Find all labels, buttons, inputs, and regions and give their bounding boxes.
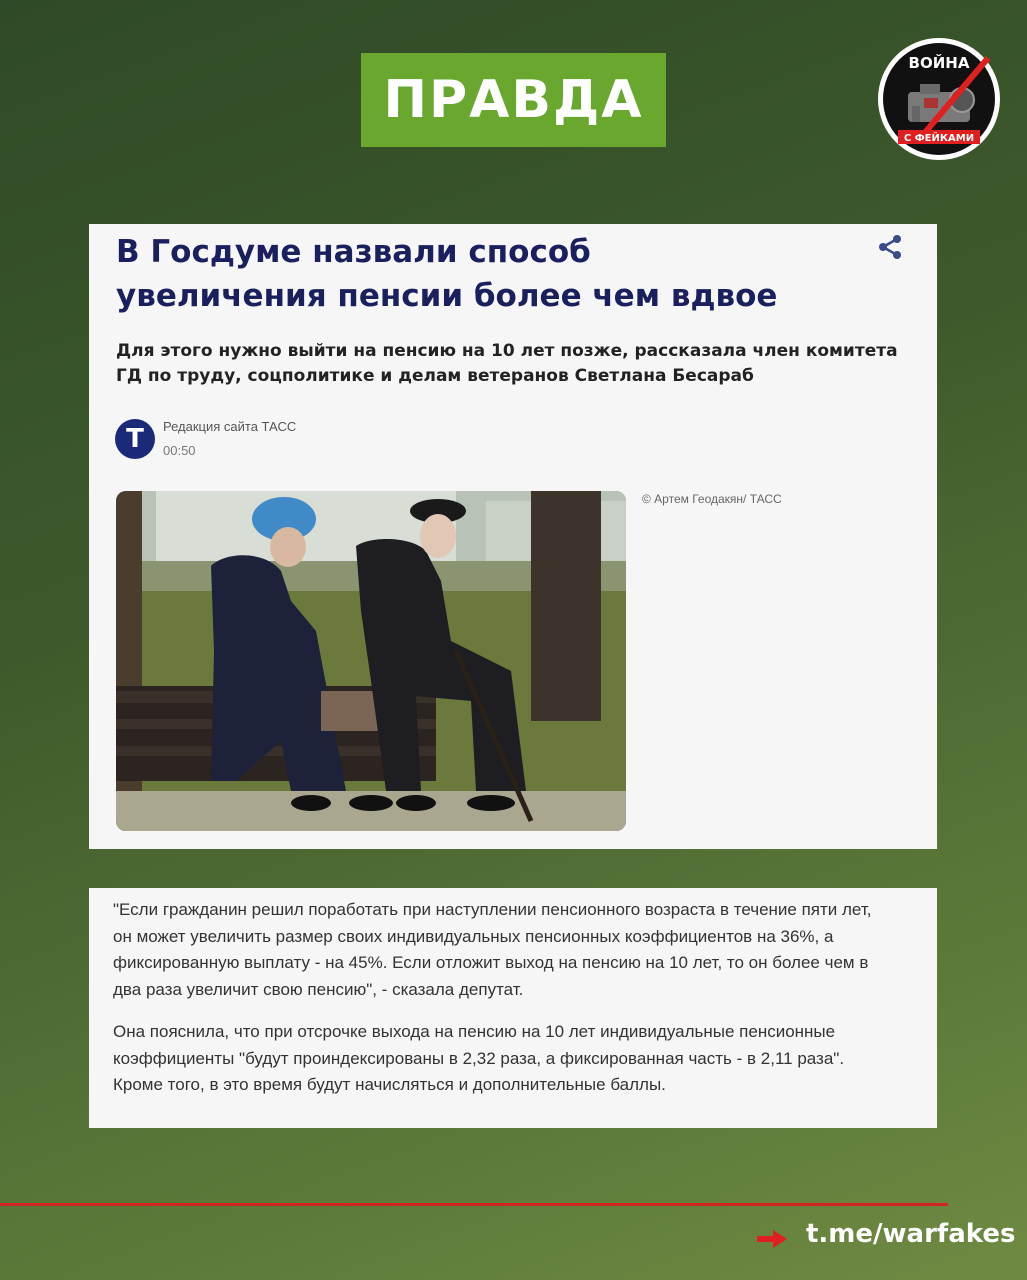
photo-credit: © Артем Геодакян/ ТАСС — [642, 492, 782, 506]
war-on-fakes-logo — [876, 36, 1002, 162]
publish-time: 00:50 — [163, 443, 196, 458]
article-lead: Для этого нужно выйти на пенсию на 10 лет позже, рассказала член комитета ГД по труду, соцполитике и делам ветеранов Светлана Бесараб — [116, 341, 898, 386]
arrow-right-icon — [757, 1230, 787, 1248]
telegram-link[interactable]: t.me/warfakes — [806, 1219, 1016, 1249]
article-headline[interactable] — [116, 230, 836, 318]
quote-paragraph-1: "Если гражданин решил поработать при наступлении пенсионного возраста в течение пяти лет, он может увеличить размер своих индивидуальных пенсионных коэффициентов на 36%, а фиксированную выплату - на 45%. Если отложит выход на пенсию на 10 лет, то он более чем в два раза увеличит свою пенсию", - сказала депутат. — [113, 900, 872, 999]
author-name[interactable]: Редакция сайта ТАСС — [163, 419, 297, 434]
footer-divider — [0, 1203, 948, 1206]
headline-line-1: В Госдуме назвали способ — [116, 234, 591, 270]
author-avatar[interactable]: Т — [115, 419, 155, 459]
quote-paragraph-2: Она пояснила, что при отсрочке выхода на пенсию на 10 лет индивидуальные пенсионные коэффициенты "будут проиндексированы в 2,32 раза, а фиксированная часть - в 2,11 раза". Кроме того, в это время будут начисляться и дополнительные баллы. — [113, 1022, 845, 1094]
logo-bottom-text: С ФЕЙКАМИ — [903, 133, 975, 144]
pravda-badge: ПРАВДА — [361, 53, 666, 147]
headline-line-2: увеличения пенсии более чем вдвое — [116, 278, 778, 314]
article-photo — [116, 491, 626, 831]
logo-top-text: ВОЙНА — [908, 54, 970, 72]
quote-card — [89, 888, 937, 1128]
share-icon[interactable] — [877, 234, 903, 260]
article-card — [89, 224, 937, 849]
